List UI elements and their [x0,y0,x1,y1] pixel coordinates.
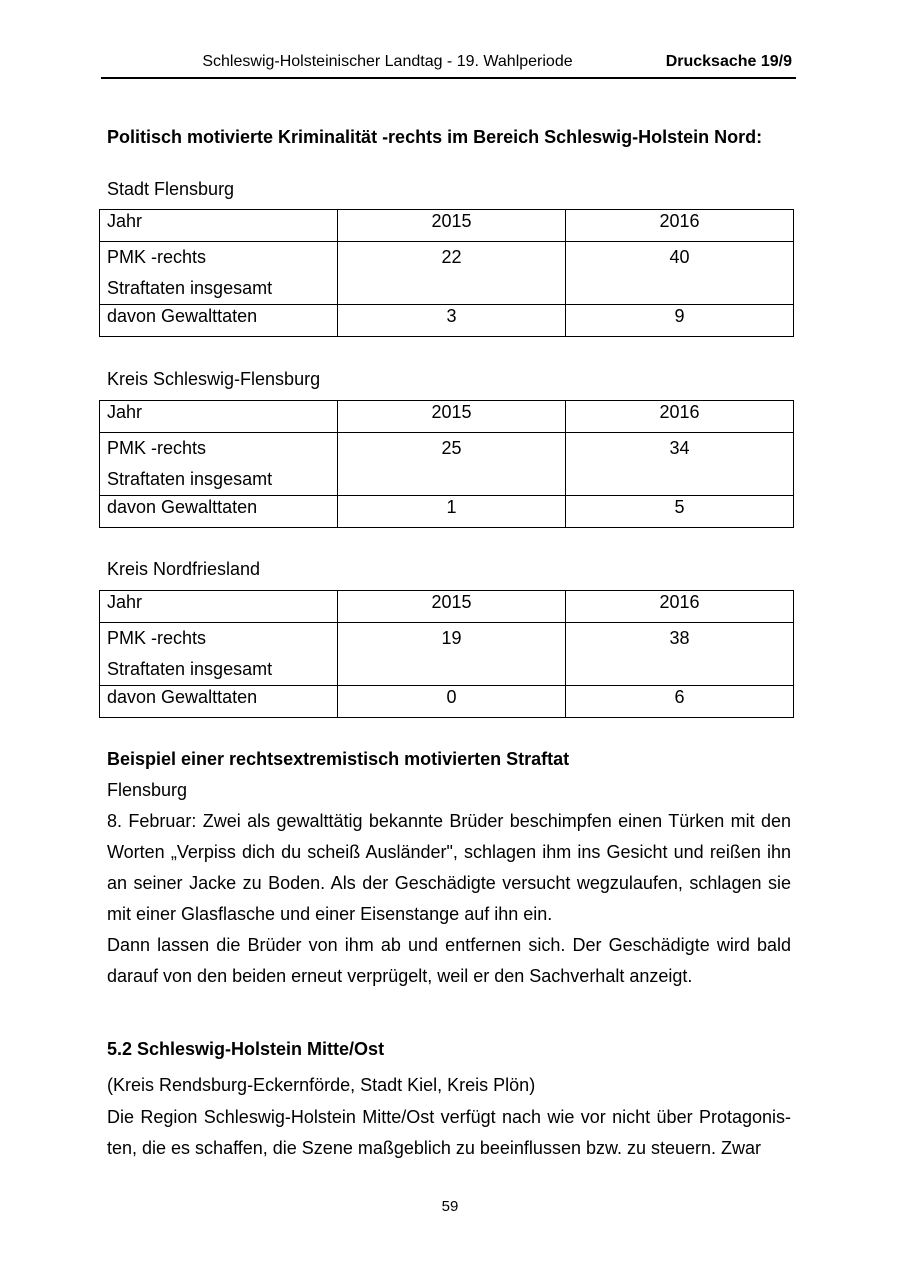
stats-table [99,590,794,718]
table-cell: davon Gewalttaten [100,305,338,337]
table-row [100,401,794,433]
example-text-1: 8. Februar: Zwei als gewalttätig bekannte Brüder beschimpfen einen Türken mit den Worten „Verpiss dich du scheiß Ausländer", schlagen ihm ins Gesicht und reißen ihn an seiner Jacke zu Boden. Als der Geschädigte versucht wegzulaufen, schlagen sie mit einer Glasflasche und einer Eisenstange auf ihn ein. [107,811,791,924]
table-row [100,305,794,337]
table-cell: 9 [566,305,794,337]
table-cell: davon Gewalttaten [100,496,338,528]
table-cell: 3 [338,305,566,337]
table-cell: 22 [338,242,566,305]
table-cell: 0 [338,686,566,718]
example-heading: Beispiel einer rechtsextremistisch motivierten Straftat [107,749,570,769]
table-cell: 25 [338,433,566,496]
table-cell: 6 [566,686,794,718]
page-header [101,50,796,79]
table-cell: 5 [566,496,794,528]
table-row [100,591,794,623]
table-row [100,496,794,528]
table-cell: davon Gewalttaten [100,686,338,718]
header-title: Schleswig-Holsteinischer Landtag - 19. Wahlperiode [202,53,573,70]
example-text-2: Dann lassen die Brüder von ihm ab und entfernen sich. Der Geschädigte wird bald darauf von den beiden erneut verprügelt, weil er den Sachverhalt anzeigt. [107,935,791,986]
table-row [100,686,794,718]
row-label-line1: PMK -rechts [107,628,207,648]
section-5-2-text: Die Region Schleswig-Holstein Mitte/Ost verfügt nach wie vor nicht über Protagonis-ten, die es schaffen, die Szene maßgeblich zu beeinflussen bzw. zu steuern. Zwar [107,1107,791,1158]
example-place: Flensburg [107,780,188,800]
table-cell: 2015 [338,401,566,433]
stats-table [99,400,794,528]
table-caption: Kreis Nordfriesland [107,559,261,579]
table-cell: 1 [338,496,566,528]
table-cell: 19 [338,623,566,686]
header-doc-number: Drucksache 19/9 [665,53,792,70]
row-label-line2: Straftaten insgesamt [107,278,273,298]
table-cell: 34 [566,433,794,496]
table-row [100,433,794,496]
table-cell: Jahr [100,591,338,623]
table-cell: Jahr [100,401,338,433]
row-label-line2: Straftaten insgesamt [107,469,273,489]
section-heading: Politisch motivierte Kriminalität -rechts im Bereich Schleswig-Holstein Nord: [107,127,763,147]
table-cell [100,242,338,305]
table-caption: Kreis Schleswig-Flensburg [107,369,321,389]
section-5-2-heading: 5.2 Schleswig-Holstein Mitte/Ost [107,1039,385,1059]
table-cell: 40 [566,242,794,305]
table-cell: Jahr [100,210,338,242]
table-cell: 2016 [566,210,794,242]
table-caption: Stadt Flensburg [107,179,235,199]
table-cell: 2015 [338,210,566,242]
table-cell: 2016 [566,401,794,433]
table-cell [100,433,338,496]
table-row [100,210,794,242]
table-cell: 2016 [566,591,794,623]
row-label-line2: Straftaten insgesamt [107,659,273,679]
row-label-line1: PMK -rechts [107,247,207,267]
table-row [100,242,794,305]
table-cell [100,623,338,686]
stats-table [99,209,794,337]
section-5-2-subtitle: (Kreis Rendsburg-Eckernförde, Stadt Kiel, Kreis Plön) [107,1075,536,1095]
page-number: 59 [441,1198,459,1215]
table-cell: 2015 [338,591,566,623]
table-row [100,623,794,686]
row-label-line1: PMK -rechts [107,438,207,458]
table-cell: 38 [566,623,794,686]
